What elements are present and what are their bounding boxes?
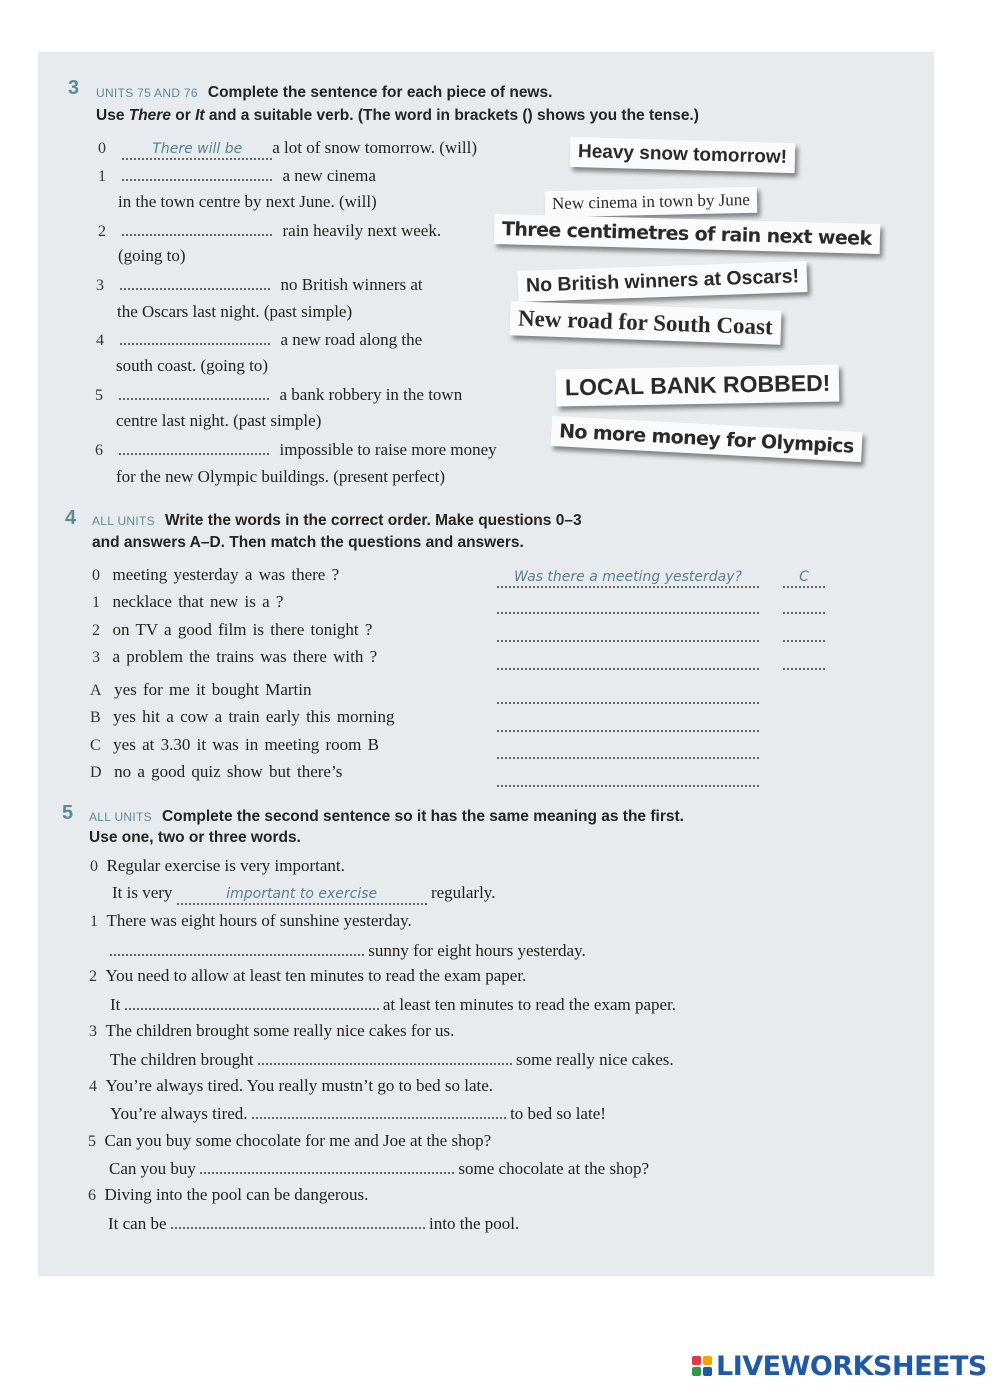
ex3-blank-1[interactable]: [122, 165, 272, 181]
ex4-question-2: 2 on TV a good film is there tonight ?: [92, 620, 373, 639]
headline-clipping: No British winners at Oscars!: [518, 261, 808, 302]
ex5-item-4-sentence: 4 You’re always tired. You really mustn’t go to bed so late.: [89, 1076, 494, 1095]
ex5-item-2-rewrite: It at least ten minutes to read the exam paper.: [110, 995, 677, 1014]
headline-clipping: Heavy snow tomorrow!: [570, 137, 796, 173]
ex4-write-line-1[interactable]: [497, 598, 759, 614]
ex5-item-1-rewrite: sunny for eight hours yesterday.: [110, 940, 586, 961]
ex3-blank-4[interactable]: [120, 329, 270, 345]
ex5-item-2-sentence: 2 You need to allow at least ten minutes to read the exam paper.: [89, 966, 527, 985]
ex4-write-line-A[interactable]: [497, 688, 759, 704]
headline-clipping: LOCAL BANK ROBBED!: [556, 365, 840, 407]
ex4-match-box-0[interactable]: C: [783, 568, 825, 588]
exercise-5-number: 5: [62, 802, 74, 824]
ex4-write-line-C[interactable]: [497, 743, 759, 759]
ex5-blank-4[interactable]: [252, 1103, 506, 1119]
logo-text: LIVEWORKSHEETS: [716, 1350, 987, 1382]
ex4-answer-A: A yes for me it bought Martin: [90, 680, 312, 699]
exercise-3-units: UNITS 75 AND 76: [96, 86, 198, 100]
exercise-3-heading: [96, 84, 552, 102]
headline-clipping: Three centimetres of rain next week: [494, 214, 880, 254]
ex4-answer-B: B yes hit a cow a train early this morning: [90, 707, 395, 726]
exercise-4-line1: Write the words in the correct order. Make questions 0–3: [164, 512, 582, 529]
ex5-answer-0[interactable]: important to exercise: [177, 883, 427, 905]
exercise-4-heading: [92, 512, 582, 530]
logo-squares-icon: [692, 1356, 712, 1376]
logo-square: [692, 1356, 701, 1365]
exercise-5-line2: Use one, two or three words.: [89, 829, 301, 846]
ex3-blank-3[interactable]: [120, 274, 270, 290]
ex3-item-3-cont: the Oscars last night. (past simple): [117, 302, 353, 321]
ex3-item-5-cont: centre last night. (past simple): [116, 411, 322, 430]
exercise-3-instructions: Use There or It and a suitable verb. (The word in brackets () shows you the tense.): [96, 107, 699, 124]
ex3-blank-6[interactable]: [119, 439, 269, 455]
headline-clipping: New cinema in town by June: [545, 187, 757, 217]
ex5-item-5-sentence: 5 Can you buy some chocolate for me and Joe at the shop?: [88, 1131, 492, 1150]
ex5-item-1-sentence: 1 There was eight hours of sunshine yesterday.: [90, 911, 412, 930]
ex3-item-3: 3 no British winners at: [96, 275, 423, 294]
headline-clipping: New road for South Coast: [509, 301, 781, 344]
headline-clipping: No more money for Olympics: [550, 416, 862, 462]
exercise-3-number: 3: [68, 77, 80, 99]
ex5-blank-2[interactable]: [125, 994, 379, 1010]
logo-square: [703, 1367, 712, 1376]
ex5-blank-1[interactable]: [110, 940, 364, 956]
ex3-item-4: 4 a new road along the: [96, 330, 423, 349]
ex4-answer-D: D no a good quiz show but there’s: [90, 762, 343, 781]
ex5-item-6-sentence: 6 Diving into the pool can be dangerous.: [88, 1185, 369, 1204]
ex3-item-6-cont: for the new Olympic buildings. (present perfect): [116, 467, 446, 486]
ex3-item-1: 1 a new cinema: [98, 166, 376, 185]
exercise-4-line2: and answers A–D. Then match the questions and answers.: [92, 534, 524, 551]
ex4-write-line-0[interactable]: Was there a meeting yesterday?: [497, 568, 759, 588]
ex4-write-line-3[interactable]: [497, 654, 759, 670]
ex4-question-1: 1 necklace that new is a ?: [92, 592, 284, 611]
exercise-3-title: Complete the sentence for each piece of news.: [207, 84, 553, 101]
ex3-blank-5[interactable]: [119, 384, 269, 400]
ex5-blank-6[interactable]: [171, 1213, 425, 1229]
liveworksheets-logo: [692, 1350, 987, 1382]
ex4-answer-C: C yes at 3.30 it was in meeting room B: [90, 735, 379, 754]
ex5-item-6-rewrite: It can be into the pool.: [108, 1214, 520, 1233]
ex3-item-2-cont: (going to): [118, 246, 186, 265]
exercise-5-heading: [89, 808, 684, 826]
ex3-item-4-cont: south coast. (going to): [116, 356, 269, 375]
ex3-item-0: 0 There will be a lot of snow tomorrow. (will): [98, 138, 477, 160]
ex4-match-box-3[interactable]: [783, 654, 825, 670]
ex5-item-0-rewrite: It is very important to exercise regularly.: [112, 883, 495, 905]
ex3-item-1-cont: in the town centre by next June. (will): [118, 192, 377, 211]
ex4-question-0: 0 meeting yesterday a was there ?: [92, 565, 340, 584]
logo-square: [692, 1367, 701, 1376]
ex5-item-4-rewrite: You’re always tired. to bed so late!: [110, 1104, 606, 1123]
ex5-item-3-rewrite: The children brought some really nice cakes.: [110, 1050, 674, 1069]
ex5-blank-3[interactable]: [258, 1049, 512, 1065]
ex3-item-2: 2 rain heavily next week.: [98, 221, 442, 240]
exercise-5-units: ALL UNITS: [89, 810, 152, 824]
ex3-item-5: 5 a bank robbery in the town: [95, 385, 463, 404]
ex3-blank-2[interactable]: [122, 220, 272, 236]
ex5-item-5-rewrite: Can you buy some chocolate at the shop?: [109, 1159, 650, 1178]
ex4-write-line-2[interactable]: [497, 626, 759, 642]
logo-square: [703, 1356, 712, 1365]
ex5-blank-5[interactable]: [200, 1158, 454, 1174]
ex3-answer-0[interactable]: There will be: [122, 138, 272, 160]
ex4-match-box-2[interactable]: [783, 626, 825, 642]
ex4-write-line-D[interactable]: [497, 771, 759, 787]
ex4-question-3: 3 a problem the trains was there with ?: [92, 647, 378, 666]
ex4-write-line-B[interactable]: [497, 716, 759, 732]
ex5-item-0-sentence: 0 Regular exercise is very important.: [90, 856, 345, 875]
exercise-4-number: 4: [65, 507, 77, 529]
ex5-item-3-sentence: 3 The children brought some really nice cakes for us.: [89, 1021, 455, 1040]
exercise-5-line1: Complete the second sentence so it has the same meaning as the first.: [161, 808, 684, 825]
exercise-4-units: ALL UNITS: [92, 514, 155, 528]
ex3-item-6: 6 impossible to raise more money: [95, 440, 497, 459]
ex4-match-box-1[interactable]: [783, 598, 825, 614]
